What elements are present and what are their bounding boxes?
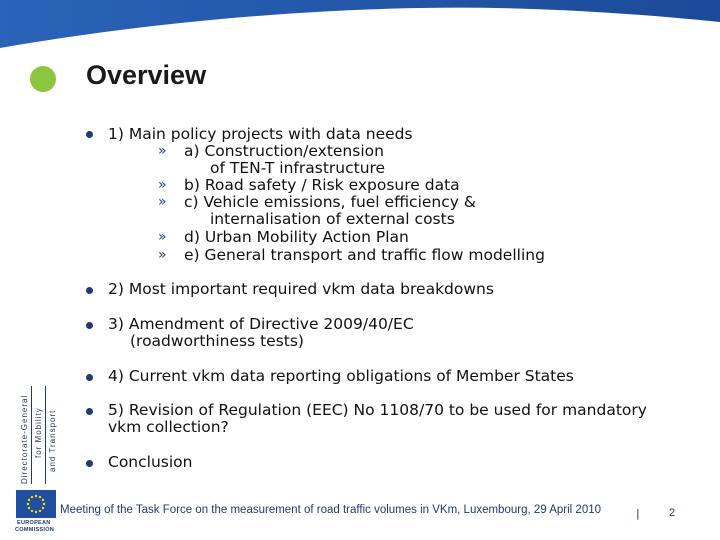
bullet-dot: [86, 408, 93, 415]
eu-star: [42, 499, 44, 501]
logo-line-2: for Mobility: [34, 407, 43, 458]
eu-star: [39, 496, 41, 498]
eu-star: [43, 503, 45, 505]
eu-star: [28, 499, 30, 501]
eu-star: [35, 495, 37, 497]
sub-item-e: e) General transport and traffic flow modelling: [184, 246, 545, 264]
sub-item-c-line-1: c) Vehicle emissions, fuel efficiency &: [184, 193, 476, 211]
logo-divider: [45, 386, 46, 484]
page-number: 2: [669, 507, 676, 519]
eu-star: [35, 511, 37, 513]
sub-marker: »: [158, 229, 167, 245]
bullet-dot: [86, 322, 93, 329]
bullet-item-3-line-2: (roadworthiness tests): [130, 332, 304, 350]
sub-marker: »: [158, 143, 167, 159]
footer-text: Meeting of the Task Force on the measurement of road traffic volumes in VKm, Luxembourg, 29 April 2010: [60, 504, 601, 516]
bullet-item-6: Conclusion: [108, 453, 193, 471]
eu-star: [27, 503, 29, 505]
sub-marker: »: [158, 247, 167, 263]
logo-line-1: Directorate-General: [20, 394, 29, 484]
slide-title: Overview: [86, 60, 207, 90]
dg-move-logo: [16, 386, 60, 486]
eu-star: [39, 510, 41, 512]
eu-flag-icon: [16, 490, 56, 518]
eu-star: [31, 510, 33, 512]
bullet-item-5-line-2: vkm collection?: [108, 418, 229, 436]
sub-item-c-line-2: internalisation of external costs: [210, 210, 455, 228]
bullet-dot: [86, 287, 93, 294]
sub-item-a-line-2: of TEN-T infrastructure: [210, 159, 386, 177]
logo-line-3: and Transport: [48, 409, 57, 472]
bullet-item-2: 2) Most important required vkm data breakdowns: [108, 280, 494, 298]
eu-star: [31, 496, 33, 498]
footer-separator: |: [636, 507, 640, 520]
sub-item-a-line-1: a) Construction/extension: [184, 142, 384, 160]
sub-marker: »: [158, 177, 167, 193]
logo-divider: [31, 386, 32, 484]
eu-star: [28, 507, 30, 509]
bullet-item-5-line-1: 5) Revision of Regulation (EEC) No 1108/70 to be used for mandatory: [108, 401, 647, 419]
sub-item-b: b) Road safety / Risk exposure data: [184, 176, 460, 194]
eu-star: [42, 507, 44, 509]
bullet-item-3-line-1: 3) Amendment of Directive 2009/40/EC: [108, 315, 414, 333]
eu-text-line-2: COMMISSION: [15, 527, 55, 533]
eu-text-line-1: EUROPEAN: [17, 520, 51, 526]
bullet-item-1: 1) Main policy projects with data needs: [108, 125, 413, 143]
sub-item-d: d) Urban Mobility Action Plan: [184, 228, 409, 246]
title-bullet-dot: [30, 66, 56, 92]
bullet-dot: [86, 460, 93, 467]
bullet-dot: [86, 131, 93, 138]
sub-marker: »: [158, 194, 167, 210]
bullet-dot: [86, 374, 93, 381]
bullet-item-4: 4) Current vkm data reporting obligations of Member States: [108, 367, 574, 385]
